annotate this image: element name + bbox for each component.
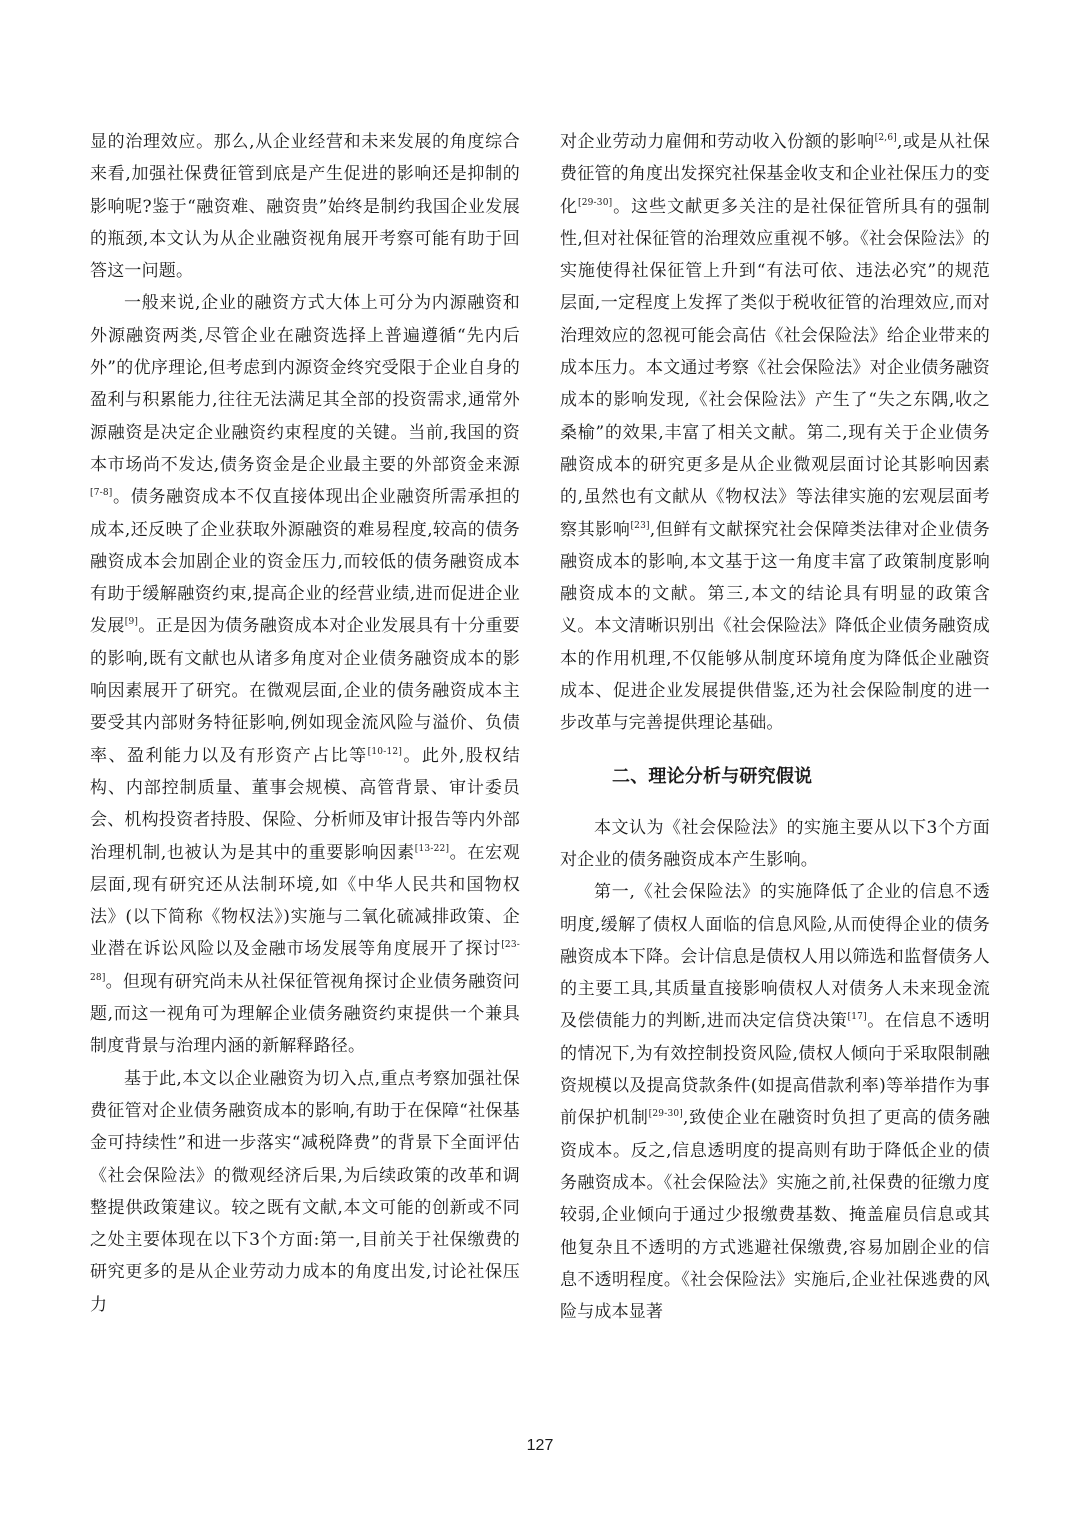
text-run: 第一,《社会保险法》的实施降低了企业的信息不透明度,缓解了债权人面临的信息风险,从而使得企业的债务融资成本下降。会计信息是债权人用以筛选和监督债务人的主要工具,其质量直接影响债权人对债务人未来现金流及偿债能力的判断,进而决定信贷决策 bbox=[560, 882, 990, 1032]
text-run: 。在宏观层面,现有研究还从法制环境,如《中华人民共和国物权法》(以下简称《物权法》)实施与二氧化硫减排政策、企业潜在诉讼风险以及金融市场发展等角度展开了探讨 bbox=[90, 842, 520, 960]
text-run: 。债务融资成本不仅直接体现出企业融资所需承担的成本,还反映了企业获取外源融资的难易程度,较高的债务融资成本会加剧企业的资金压力,而较低的债务融资成本有助于缓解融资约束,提高企业的经营业绩,进而促进企业发展 bbox=[90, 487, 520, 637]
text-run: 对企业劳动力雇佣和劳动收入份额的影响 bbox=[560, 132, 875, 152]
text-run: ,但鲜有文献探究社会保障类法律对企业债务融资成本的影响,本文基于这一角度丰富了政策制度影响融资成本的文献。第三,本文的结论具有明显的政策含义。本文清晰识别出《社会保险法》降低企业债务融资成本的作用机理,不仅能够从制度环境角度为降低企业融资成本、促进企业发展提供借鉴,还为社会保险制度的进一步改革与完善提供理论基础。 bbox=[560, 519, 990, 734]
paragraph: 本文认为《社会保险法》的实施主要从以下3个方面对企业的债务融资成本产生影响。 bbox=[560, 817, 990, 870]
text-run: 一般来说,企业的融资方式大体上可分为内源融资和外源融资两类,尽管企业在融资选择上普遍遵循“先内后外”的优序理论,但考虑到内源资金终究受限于企业自身的盈利与积累能力,往往无法满足其全部的投资需求,通常外源融资是决定企业融资约束程度的关键。当前,我国的资本市场尚不发达,债务资金是企业最主要的外部资金来源 bbox=[90, 293, 520, 475]
paragraph bbox=[560, 876, 990, 1328]
text-run: 。正是因为债务融资成本对企业发展具有十分重要的影响,既有文献也从诸多角度对企业债务融资成本的影响因素展开了研究。在微观层面,企业的债务融资成本主要受其内部财务特征影响,例如现金流风险与溢价、负债率、盈利能力以及有形资产占比等 bbox=[90, 616, 521, 766]
citation: [13-22] bbox=[414, 843, 450, 854]
citation: [9] bbox=[124, 617, 139, 628]
citation: [2,6] bbox=[874, 133, 897, 143]
text-run: 。在信息不透明的情况下,为有效控制投资风险,债权人倾向于采取限制融资规模以及提高贷款条件(如提高借款利率)等举措作为事前保护机制 bbox=[560, 1011, 990, 1129]
paragraph: 显的治理效应。那么,从企业经营和未来发展的角度综合来看,加强社保费征管到底是产生促进的影响还是抑制的影响呢?鉴于“融资难、融资贵”始终是制约我国企业发展的瓶颈,本文认为从企业融资视角展开考察可能有助于回答这一问题。 bbox=[90, 132, 520, 282]
citation: [29-30] bbox=[577, 197, 613, 208]
paragraph: 基于此,本文以企业融资为切入点,重点考察加强社保费征管对企业债务融资成本的影响,有助于在保障“社保基金可持续性”和进一步落实“减税降费”的背景下全面评估《社会保险法》的微观经济后果,为后续政策的改革和调整提供政策建议。较之既有文献,本文可能的创新或不同之处主要体现在以下3个方面:第一,目前关于社保缴费的研究更多的是从企业劳动力成本的角度出发,讨论社保压力 bbox=[90, 1068, 520, 1315]
paragraph bbox=[560, 126, 990, 740]
text-run: ,或是从社保费征管的角度出发探究社保基金收支和企业社保压力的变化 bbox=[560, 132, 990, 217]
citation: [10-12] bbox=[367, 746, 403, 757]
left-column bbox=[90, 126, 520, 1321]
page-number: 127 bbox=[526, 1437, 554, 1454]
citation: [23] bbox=[630, 520, 650, 531]
right-column bbox=[560, 126, 990, 1328]
citation: [17] bbox=[847, 1012, 867, 1023]
citation: [29-30] bbox=[648, 1109, 684, 1120]
text-run: ,致使企业在融资时负担了更高的债务融资成本。反之,信息透明度的提高则有助于降低企业的债务融资成本。《社会保险法》实施之前,社保费的征缴力度较弱,企业倾向于通过少报缴费基数、掩盖雇员信息或其他复杂且不透明的方式逃避社保缴费,容易加剧企业的信息不透明程度。《社会保险法》实施后,企业社保逃费的风险与成本显著 bbox=[560, 1108, 990, 1323]
citation: [7-8] bbox=[90, 488, 113, 499]
text-run: 。此外,股权结构、内部控制质量、董事会规模、高管背景、审计委员会、机构投资者持股、保险、分析师及审计报告等内外部治理机制,也被认为是其中的重要影响因素 bbox=[90, 745, 521, 863]
citation: [23-28] bbox=[90, 940, 520, 983]
text-run: 。但现有研究尚未从社保征管视角探讨企业债务融资问题,而这一视角可为理解企业债务融资约束提供一个兼具制度背景与治理内涵的新解释路径。 bbox=[90, 971, 520, 1057]
text-run: 。这些文献更多关注的是社保征管所具有的强制性,但对社保征管的治理效应重视不够。《社会保险法》的实施使得社保征管上升到“有法可依、违法必究”的规范层面,一定程度上发挥了类似于税收征管的治理效应,而对治理效应的忽视可能会高估《社会保险法》给企业带来的成本压力。本文通过考察《社会保险法》对企业债务融资成本的影响发现,《社会保险法》产生了“失之东隅,收之桑榆”的效果,丰富了相关文献。第二,现有关于企业债务融资成本的研究更多是从企业微观层面讨论其影响因素的,虽然也有文献从《物权法》等法律实施的宏观层面考察其影响 bbox=[560, 196, 990, 540]
paragraph bbox=[90, 287, 520, 1062]
section-heading: 二、理论分析与研究假说 bbox=[612, 765, 813, 787]
